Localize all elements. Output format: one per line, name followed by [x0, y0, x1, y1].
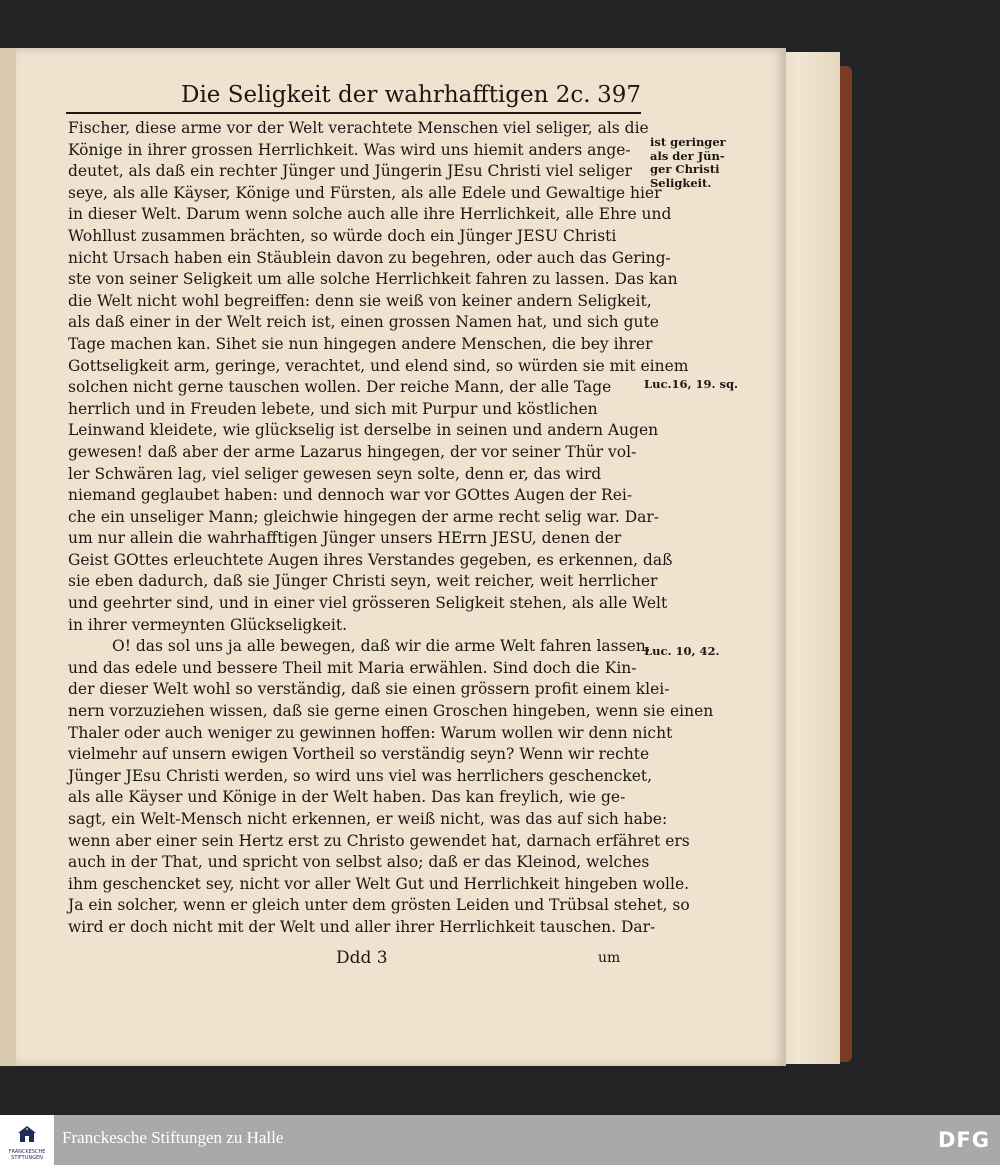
- text-line: nicht Ursach haben ein Stäublein davon zu begehren, oder auch das Gering-: [68, 248, 671, 267]
- text-line: Gottseligkeit arm, geringe, verachtet, und elend sind, so würden sie mit einem: [68, 356, 689, 375]
- text-line: sagt, ein Welt-Mensch nicht erkennen, er weiß nicht, was das auf sich habe:: [68, 810, 668, 828]
- text-line: ihm geschencket sey, nicht vor aller Welt Gut und Herrlichkeit hingeben wolle.: [68, 874, 690, 893]
- text-line: um nur allein die wahrhafftigen Jünger unsers HErrn JESU, denen der: [68, 529, 622, 548]
- text-line: Geist GOttes erleuchtete Augen ihres Verstandes gegeben, es erkennen, daß: [68, 550, 673, 569]
- institution-logo[interactable]: [0, 1115, 54, 1165]
- text-line: O! das sol uns ja alle bewegen, daß wir die arme Welt fahren lassen,: [112, 637, 651, 656]
- margin-note-line: ist geringer: [650, 135, 726, 149]
- text-line: Leinwand kleidete, wie glückselig ist derselbe in seinen und andern Augen: [68, 421, 659, 440]
- text-line: Tage machen kan. Sihet sie nun hingegen andere Menschen, die bey ihrer: [68, 334, 653, 353]
- text-line: ler Schwären lag, viel seliger gewesen seyn solte, denn er, das wird: [68, 464, 602, 483]
- text-line: Wohllust zusammen brächten, so würde doch ein Jünger JESU Christi: [68, 226, 617, 245]
- dfg-logo[interactable]: DFG: [937, 1128, 990, 1152]
- text-line: und geehrter sind, und in einer viel grösseren Seligkeit stehen, als alle Welt: [68, 594, 668, 613]
- text-line: nern vorzuziehen wissen, daß sie gerne einen Groschen hingeben, wenn sie einen: [68, 702, 714, 721]
- text-line: auch in der That, und spricht von selbst also; daß er das Kleinod, welches: [68, 853, 650, 872]
- logo-caption: [2, 1149, 52, 1161]
- logo-caption-line: STIFTUNGEN: [11, 1155, 43, 1161]
- catchword: um: [598, 950, 621, 966]
- text-line: ste von seiner Seligkeit um alle solche Herrlichkeit fahren zu lassen. Das kan: [68, 270, 678, 289]
- running-title: Die Seligkeit der wahrhafftigen 2c.: [181, 82, 591, 108]
- text-line: der dieser Welt wohl so verständig, daß sie einen grössern profit einem klei-: [68, 680, 670, 699]
- margin-note-seligkeit: [650, 136, 726, 190]
- text-line: und das edele und bessere Theil mit Maria erwählen. Sind doch die Kin-: [68, 658, 637, 677]
- margin-note-luc10: Luc. 10, 42.: [644, 644, 720, 658]
- left-page-edge: [0, 48, 16, 1066]
- text-line: deutet, als daß ein rechter Jünger und Jüngerin JEsu Christi viel seliger: [68, 162, 633, 181]
- text-line: seye, als alle Käyser, Könige und Fürsten, als alle Edele und Gewaltige hier: [68, 183, 662, 202]
- text-line: wenn aber einer sein Hertz erst zu Christo gewendet hat, darnach erfähret ers: [68, 831, 690, 850]
- signature-mark: Ddd 3: [336, 948, 388, 968]
- page-number: 397: [597, 82, 641, 108]
- text-line: vielmehr auf unsern ewigen Vortheil so verständig seyn? Wenn wir rechte: [68, 745, 650, 764]
- text-line: Könige in ihrer grossen Herrlichkeit. Was wird uns hiemit anders ange-: [68, 140, 631, 159]
- text-line: gewesen! daß aber der arme Lazarus hingegen, der vor seiner Thür vol-: [68, 442, 637, 461]
- text-line: che ein unseliger Mann; gleichwie hingegen der arme recht selig war. Dar-: [68, 507, 660, 526]
- text-line: als daß einer in der Welt reich ist, einen grossen Namen hat, und sich gute: [68, 313, 659, 332]
- running-head: [66, 80, 641, 114]
- head-rule: [66, 112, 641, 114]
- text-line: Fischer, diese arme vor der Welt verachtete Menschen viel seliger, als die: [68, 119, 649, 137]
- text-line: in dieser Welt. Darum wenn solche auch alle ihre Herrlichkeit, alle Ehre und: [68, 205, 672, 224]
- text-line: Ja ein solcher, wenn er gleich unter dem grösten Leiden und Trübsal stehet, so: [68, 896, 690, 915]
- text-line: in ihrer vermeynten Glückseligkeit.: [68, 615, 348, 634]
- text-line: solchen nicht gerne tauschen wollen. Der reiche Mann, der alle Tage: [68, 378, 612, 397]
- text-line: niemand geglaubet haben: und dennoch war vor GOttes Augen der Rei-: [68, 486, 633, 505]
- text-line: wird er doch nicht mit der Welt und aller ihrer Herrlichkeit tauschen. Dar-: [68, 917, 656, 936]
- institution-name-link[interactable]: Franckesche Stiftungen zu Halle: [62, 1128, 284, 1147]
- text-line: Thaler oder auch weniger zu gewinnen hoffen: Warum wollen wir denn nicht: [68, 723, 673, 742]
- margin-note-line: Seligkeit.: [650, 175, 712, 190]
- logo-caption-line: FRANCKESCHE: [8, 1149, 46, 1155]
- signature-line: [336, 948, 656, 972]
- institution-emblem-icon: [17, 1124, 37, 1144]
- text-line: Jünger JEsu Christi werden, so wird uns viel was herrlichers geschencket,: [68, 766, 653, 785]
- text-line: die Welt nicht wohl begreiffen: denn sie weiß von keiner andern Seligkeit,: [68, 291, 652, 310]
- text-line: herrlich und in Freuden lebete, und sich mit Purpur und köstlichen: [68, 399, 598, 418]
- footer-bar: [0, 1115, 1000, 1165]
- text-line: als alle Käyser und Könige in der Welt haben. Das kan freylich, wie ge-: [68, 788, 626, 807]
- book-page: [16, 48, 786, 1066]
- margin-note-line: als der Jün-: [650, 148, 725, 163]
- text-line: sie eben dadurch, daß sie Jünger Christi seyn, weit reicher, weit herrlicher: [68, 572, 658, 591]
- margin-note-luc16: Luc.16, 19. sq.: [644, 377, 738, 391]
- margin-note-line: ger Christi: [650, 162, 720, 176]
